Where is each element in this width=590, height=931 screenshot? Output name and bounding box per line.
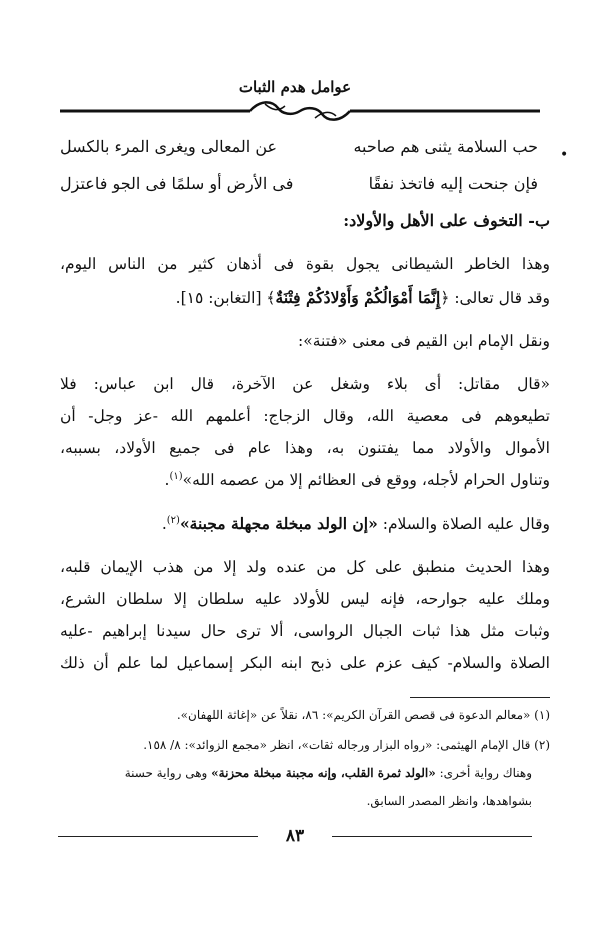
running-title: عوامل هدم الثبات bbox=[238, 78, 352, 96]
paragraph-line: وهذا الحديث منطبق على كل من عنده ولد إلا من هذب الإيمان قلبه، bbox=[60, 558, 550, 576]
footnote-ref-2: (٢) bbox=[166, 514, 180, 526]
margin-mark: • bbox=[560, 147, 569, 163]
verse-line1-left-hemistich: عن المعالى ويغرى المرء بالكسل bbox=[60, 137, 278, 156]
footnote-2: (٢) قال الإمام الهيثمى: «رواه البزار ورجاله ثقات»، انظر «مجمع الزوائد»: ٨/ ١٥٨. bbox=[143, 738, 550, 752]
footnote-text: وهناك رواية أخرى: bbox=[435, 766, 532, 780]
footnote-quoted-narration: «الولد ثمرة القلب، وإنه مجبنة مبخلة محزنة» bbox=[211, 766, 436, 780]
hadith-line bbox=[60, 514, 550, 533]
footnote-text: وهى رواية حسنة bbox=[124, 766, 212, 780]
paragraph-line-quran bbox=[60, 288, 550, 307]
header-ornament-divider bbox=[60, 98, 540, 124]
hadith-intro: وقال عليه الصلاة والسلام: bbox=[377, 515, 550, 533]
verse-line2-left-hemistich: فى الأرض أو سلمًا فى الجو فاعتزل bbox=[60, 174, 294, 193]
quotation-line: الأموال والأولاد مما يفتنون به، وهذا عام فى جميع الأولاد، بسببه، bbox=[60, 439, 550, 457]
paragraph-line: وثبات مثل هذا ثبات الجبال الرواسى، ألا ترى حال سيدنا إبراهيم -عليه bbox=[60, 622, 550, 640]
verse-line2-right-hemistich: فإن جنحت إليه فاتخذ نفقًا bbox=[368, 174, 538, 193]
quran-verse: إِنَّمَا أَمْوَالُكُمْ وَأَوْلادُكُمْ فِتْنَةٌ bbox=[275, 288, 441, 307]
quran-intro: وقد قال تعالى: ﴿ bbox=[440, 289, 550, 307]
verse-line1-right-hemistich: حب السلامة يثنى هم صاحبه bbox=[353, 137, 538, 156]
footnote-ref-1: (١) bbox=[169, 471, 183, 482]
quotation-line bbox=[60, 471, 550, 489]
hadith-text: «إن الولد مبخلة مجهلة مجبنة» bbox=[179, 514, 378, 533]
page-number: ٨٣ bbox=[285, 826, 305, 846]
quotation-line: تطيعوهم فى معصية الله، وقال الزجاج: أعلمهم الله -عز وجل- أن bbox=[60, 407, 550, 425]
footnote-separator bbox=[410, 697, 550, 698]
punctuation: . bbox=[161, 515, 167, 533]
paragraph-line: وملك عليه جوارحه، فإنه ليس للأولاد عليه سلطان إلا سلطان الشرع، bbox=[60, 590, 550, 608]
quotation-line: «قال مقاتل: أى بلاء وشغل عن الآخرة، قال ابن عباس: فلا bbox=[60, 375, 550, 393]
section-heading: ب- التخوف على الأهل والأولاد: bbox=[343, 211, 550, 230]
footnote-2-continuation bbox=[40, 766, 532, 780]
footnote-1: (١) «معالم الدعوة فى قصص القرآن الكريم»: ٨٦، نقلاً عن «إغاثة اللهفان». bbox=[176, 708, 550, 722]
quotation-text: وتناول الحرام لأجله، ووقع فى العظائم إلا من عصمه الله» bbox=[182, 471, 550, 490]
paragraph-line: وهذا الخاطر الشيطانى يجول بقوة فى أذهان كثير من الناس اليوم، bbox=[60, 255, 550, 273]
paragraph-line: ونقل الإمام ابن القيم فى معنى «فتنة»: bbox=[298, 332, 550, 350]
paragraph-line: الصلاة والسلام- كيف عزم على ذبح ابنه البكر إسماعيل لما علم أن ذلك bbox=[60, 654, 550, 672]
quran-citation: ﴾ [التغابن: ١٥]. bbox=[175, 289, 276, 307]
punctuation: . bbox=[164, 471, 170, 490]
footnote-2-continuation-line2: بشواهدها، وانظر المصدر السابق. bbox=[366, 794, 532, 808]
